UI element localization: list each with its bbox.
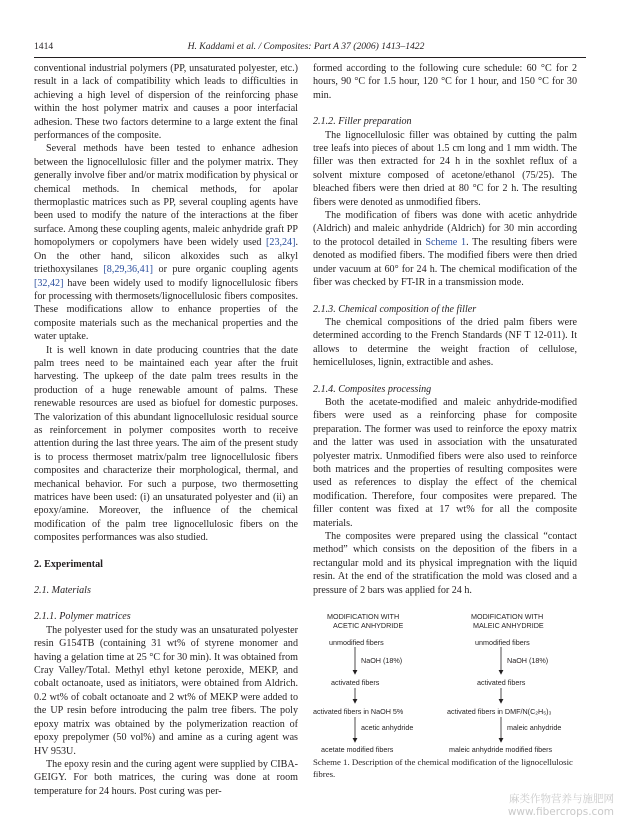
journal-citation: H. Kaddami et al. / Composites: Part A 37 (2006) 1413–1422 (187, 41, 425, 52)
running-header (34, 40, 578, 54)
scheme-link[interactable]: Scheme 1 (425, 236, 467, 248)
scheme-node: activated fibers in NaOH 5% (313, 707, 404, 716)
scheme-left-title: MODIFICATION WITH (327, 612, 400, 621)
page-number: 1414 (34, 41, 54, 52)
scheme-arrows (313, 612, 585, 762)
citation-link[interactable]: [23,24] (266, 237, 296, 249)
scheme-node: unmodified fibers (329, 638, 384, 647)
right-column (313, 62, 577, 597)
citation-link[interactable]: [8,29,36,41] (103, 264, 154, 276)
left-column (34, 62, 298, 798)
scheme-figure (313, 612, 585, 762)
text-run: . On the other hand, silicon alkoxides such as alkyl triethoxysilanes (34, 237, 298, 276)
scheme-reagent: NaOH (18%) (361, 656, 403, 665)
watermark (494, 793, 614, 819)
paragraph (313, 209, 577, 289)
text-run: . The resulting fibers were denoted as modified fibers. The modified fibers were then dried under vacuum at 60° for 24 h. The chemical modification of the fiber was checked by FT-IR in a transmission mode. (313, 236, 577, 289)
scheme-node: acetate modified fibers (321, 745, 394, 754)
subsubsection-heading: 2.1.2. Filler preparation (313, 116, 412, 128)
citation-link[interactable]: [32,42] (34, 277, 64, 289)
paragraph: formed according to the following cure schedule: 60 °C for 2 hours, 90 °C for 1.5 hour, 120 °C for 1 hour, and 150 °C for 30 min. (313, 63, 577, 101)
paragraph: The lignocellulosic filler was obtained by cutting the palm tree leafs into pieces of about 1.5 cm long and 1 mm width. The filler was then extracted for 24 h in the soxhlet reflux of a solvent mixture composed of acetone/ethanol (75/25). The bleached fibers were then dried at 80 °C for 2 h. The resulting fibers were denoted as unmodified fibers. (313, 129, 577, 208)
scheme-reagent: maleic anhydride (507, 723, 562, 732)
subsection-heading: 2.1. Materials (34, 585, 91, 597)
scheme-reagent: acetic anhydride (361, 723, 414, 732)
scheme-node: unmodified fibers (475, 638, 530, 647)
subsubsection-heading: 2.1.1. Polymer matrices (34, 611, 131, 623)
paragraph: conventional industrial polymers (PP, unsaturated polyester, etc.) result in a lack of compatibility which leads to difficulties in achieving a high level of dispersion of the reinforcing phase within the host polymer matrix and causes a poor interfacial adhesion. These two factors determine to a large extent the final performances of the composite. (34, 63, 298, 142)
text-run: Several methods have been tested to enhance adhesion between the lignocellulosic filler and the polymer matrix. They generally involve fiber and/or matrix modification by physical or chemical methods. In chemical methods, for apolar thermoplastic matrices such as PP, several coupling agents have been used to modify the nature of the interactions at the fiber surface. Among these coupling agents, maleic anhydride graft PP homopolymers or copolymers have been widely used (34, 143, 298, 249)
paragraph: The epoxy resin and the curing agent were supplied by CIBA-GEIGY. For both matrices, the curing was done at room temperature for 24 hours. Post curing was per- (34, 758, 298, 797)
scheme-reagent: NaOH (18%) (507, 656, 549, 665)
scheme-caption: Scheme 1. Description of the chemical modification of the lignocellulosic fibres. (313, 757, 573, 779)
text-run: have been widely used to modify lignocellulosic fibers for processing with thermosets/lignocellulosic fibers composites. These modifications allow to enhance properties of the composite materials such as the mechanical properties and the water uptake. (34, 277, 298, 343)
text-run: or pure organic coupling agents (153, 264, 299, 276)
watermark-line: www.fibercrops.com (507, 806, 614, 818)
scheme-node: maleic anhydride modified fibers (449, 745, 553, 754)
paragraph: The polyester used for the study was an unsaturated polyester resin G154TB (containing 31 wt% of styrene monomer and having a gelation time at 25 °C for 30 min). It was obtained from Cray Valley/Total. Methyl ethyl ketone peroxide, MEKP, and cobalt octanoate, used as initiators, were obtained from Aldrich. 0.2 wt% of cobalt octanoate and 2 wt% of MEKP were added to the UP resin before introducing the palm tree fibers. The poly epoxy matrix was obtained by the polymerization reaction of epoxy prepolymer (50 vol%) and amine as a curing agent was HV 953U. (34, 624, 298, 757)
scheme-right-title: MODIFICATION WITH (471, 612, 544, 621)
paragraph: It is well known in date producing countries that the date palm trees need to be maintained each year after the fruit harvesting. The upkeep of the date palm trees results in the production of a huge renewable amount of palms. These renewable resources are used as biofuel for domestic purposes. The valorization of this abundant lignocellulosic residual source as reinforcement in polymer composites worth to receive attention during the last three years. The aim of the present study is to process thermoset matrix/palm tree lignocellulosic fibers composites and characterize their morphological, thermal, and mechanical behavior. For such a purpose, two thermosetting matrices have been used: (i) an unsaturated polyester and (ii) an epoxy/amine. Moreover, the influence of the chemical modification of the palm tree lignocellulosic fibers on the composites performances was also studied. (34, 344, 298, 544)
header-rule (34, 57, 586, 58)
paragraph (34, 142, 298, 343)
scheme-right-title: MALEIC ANHYDRIDE (473, 621, 544, 630)
scheme-node: activated fibers in DMF/N(C₂H₅)₃ (447, 707, 552, 716)
section-heading: 2. Experimental (34, 558, 103, 570)
text-run: The modification of fibers was done with acetic anhydride (Aldrich) and maleic anhydride (Aldrich) for 30 min according to the protocol detailed in (313, 210, 577, 248)
subsubsection-heading: 2.1.4. Composites processing (313, 383, 432, 395)
scheme-left-title: ACETIC ANHYDRIDE (333, 621, 404, 630)
paragraph: The chemical compositions of the dried palm fibers were determined according to the French Standards (NF T 12-011). It allows to determine the weight fraction of cellulose, hemicelluloses, lignin, extractible and ashes. (313, 316, 577, 369)
scheme-node: activated fibers (331, 678, 380, 687)
paragraph: The composites were prepared using the classical “contact method” which consists on the deposition of the fibers in a rectangular mold and its physical impregnation with the liquid resin. At the end of the stratification the mold was closed and a pressure of 2 bars was applied for 24 h. (313, 531, 577, 596)
scheme-node: activated fibers (477, 678, 526, 687)
subsubsection-heading: 2.1.3. Chemical composition of the filler (313, 303, 477, 315)
watermark-line: 麻类作物营养与施肥网 (509, 793, 614, 805)
paragraph: Both the acetate-modified and maleic anhydride-modified fibers were used as a reinforcing phase for composite preparation. The former was used to reinforce the epoxy matrix and the latter was used in association with the unsaturated polyester matrix. Unmodified fibers were also used to reinforce both matrices and the properties of resulting composites were used as references to display the effect of the chemical modification. Therefore, four composites were prepared. The filler content was fixed at 17 wt% for all the composite materials. (313, 396, 577, 529)
